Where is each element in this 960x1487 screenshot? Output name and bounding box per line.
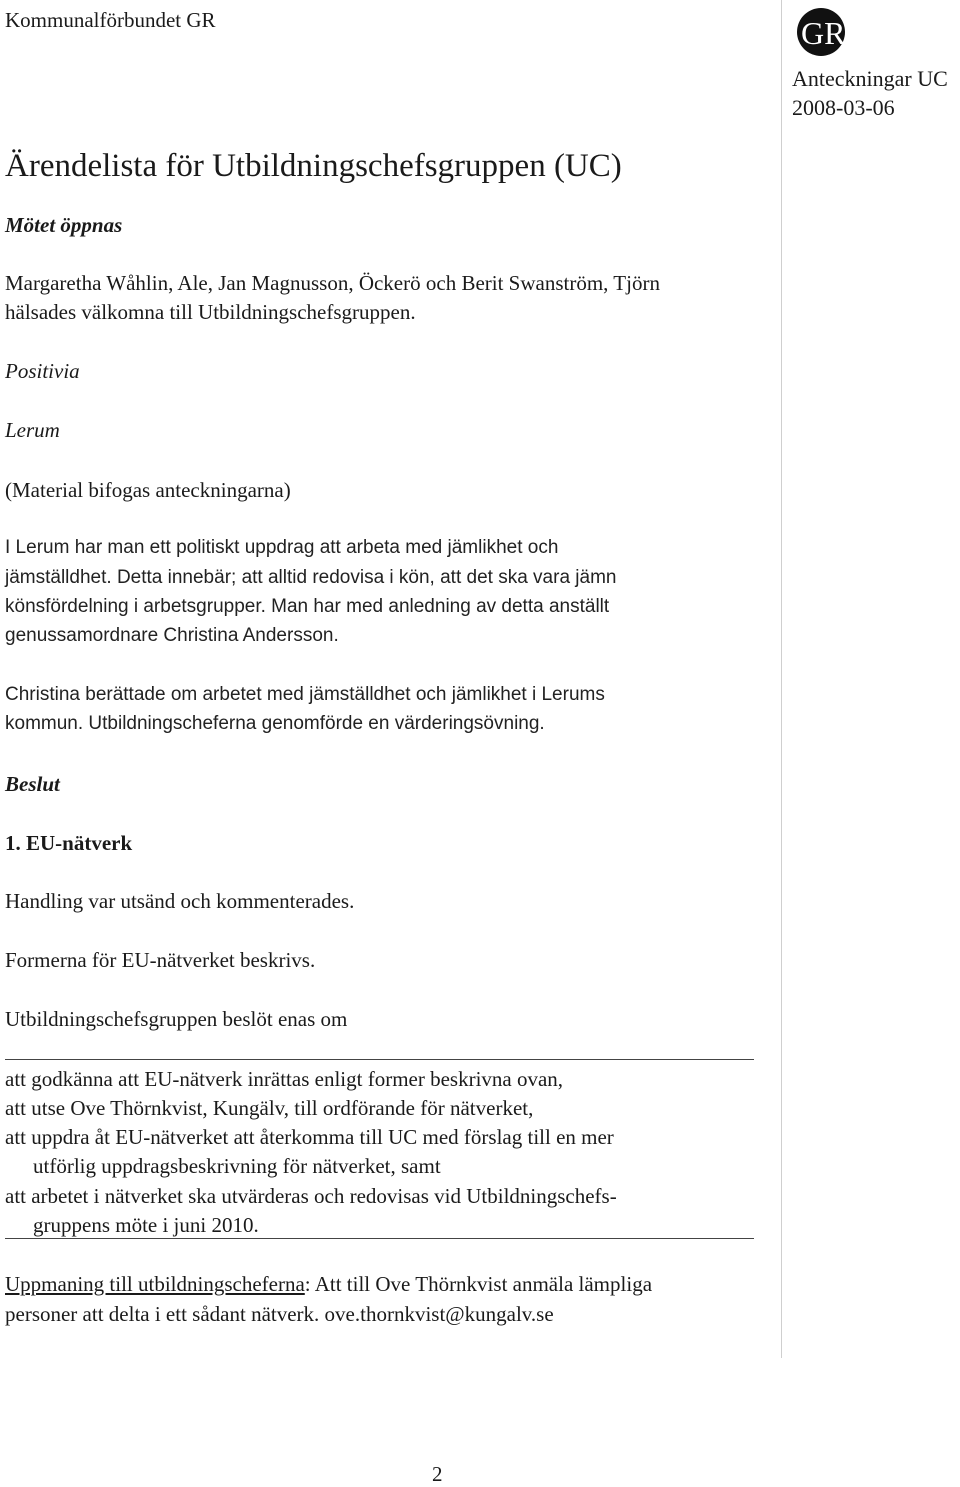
christina-line-2: kommun. Utbildningscheferna genomförde en värderingsövning. bbox=[5, 713, 545, 734]
call-text: : Att till Ove Thörnkvist anmäla lämpliga bbox=[304, 1272, 653, 1296]
decision-line-1: att godkänna att EU-nätverk inrättas enligt former beskrivna ovan, bbox=[5, 1067, 564, 1091]
email-link[interactable]: ove.thornkvist@kungalv.se bbox=[324, 1302, 554, 1326]
call-text-2: personer att delta i ett sådant nätverk. bbox=[5, 1302, 325, 1326]
decision-rule-top bbox=[5, 1059, 754, 1060]
eu-line-2: Formerna för EU-nätverket beskrivs. bbox=[5, 948, 316, 972]
decision-line-2: att utse Ove Thörnkvist, Kungälv, till ordförande för nätverket, bbox=[5, 1096, 534, 1120]
decision-line-6: gruppens möte i juni 2010. bbox=[33, 1213, 259, 1237]
gr-logo bbox=[795, 6, 851, 58]
heading-opening: Mötet öppnas bbox=[5, 213, 123, 237]
lerum-line-1: I Lerum har man ett politiskt uppdrag att arbeta med jämlikhet och bbox=[5, 537, 559, 558]
eu-line-1: Handling var utsänd och kommenterades. bbox=[5, 889, 355, 913]
material-note: (Material bifogas anteckningarna) bbox=[5, 478, 291, 502]
subheading-lerum: Lerum bbox=[5, 418, 60, 442]
decision-line-3: att uppdra åt EU-nätverket att återkomma till UC med förslag till en mer bbox=[5, 1125, 614, 1149]
call-label: Uppmaning till utbildningscheferna bbox=[5, 1272, 305, 1296]
heading-positivia: Positivia bbox=[5, 359, 80, 383]
call-line-2 bbox=[5, 1302, 554, 1327]
margin-divider bbox=[781, 0, 782, 1358]
christina-line-1: Christina berättade om arbetet med jämställdhet och jämlikhet i Lerums bbox=[5, 684, 605, 705]
page-number: 2 bbox=[432, 1462, 443, 1486]
lerum-line-4: genussamordnare Christina Andersson. bbox=[5, 625, 339, 646]
decision-rule-bottom bbox=[5, 1238, 754, 1239]
lerum-line-3: könsfördelning i arbetsgrupper. Man har med anledning av detta anställt bbox=[5, 596, 610, 617]
call-line-1 bbox=[5, 1272, 652, 1297]
heading-beslut: Beslut bbox=[5, 772, 60, 796]
document-date: 2008-03-06 bbox=[792, 95, 895, 120]
document-type: Anteckningar UC bbox=[792, 66, 948, 91]
heading-eu-network: 1. EU-nätverk bbox=[5, 831, 133, 855]
logo-text: GR bbox=[801, 15, 846, 51]
decision-line-4: utförlig uppdragsbeskrivning för nätverket, samt bbox=[33, 1154, 441, 1178]
lerum-line-2: jämställdhet. Detta innebär; att alltid redovisa i kön, att det ska vara jämn bbox=[5, 567, 617, 588]
eu-line-3: Utbildningschefsgruppen beslöt enas om bbox=[5, 1007, 348, 1031]
opening-line-2: hälsades välkomna till Utbildningschefsgruppen. bbox=[5, 300, 416, 324]
opening-line-1: Margaretha Wåhlin, Ale, Jan Magnusson, Öckerö och Berit Swanström, Tjörn bbox=[5, 271, 660, 295]
decision-line-5: att arbetet i nätverket ska utvärderas och redovisas vid Utbildningschefs- bbox=[5, 1184, 617, 1208]
organization-name: Kommunalförbundet GR bbox=[5, 8, 216, 32]
page-title: Ärendelista för Utbildningschefsgruppen (UC) bbox=[5, 148, 622, 184]
